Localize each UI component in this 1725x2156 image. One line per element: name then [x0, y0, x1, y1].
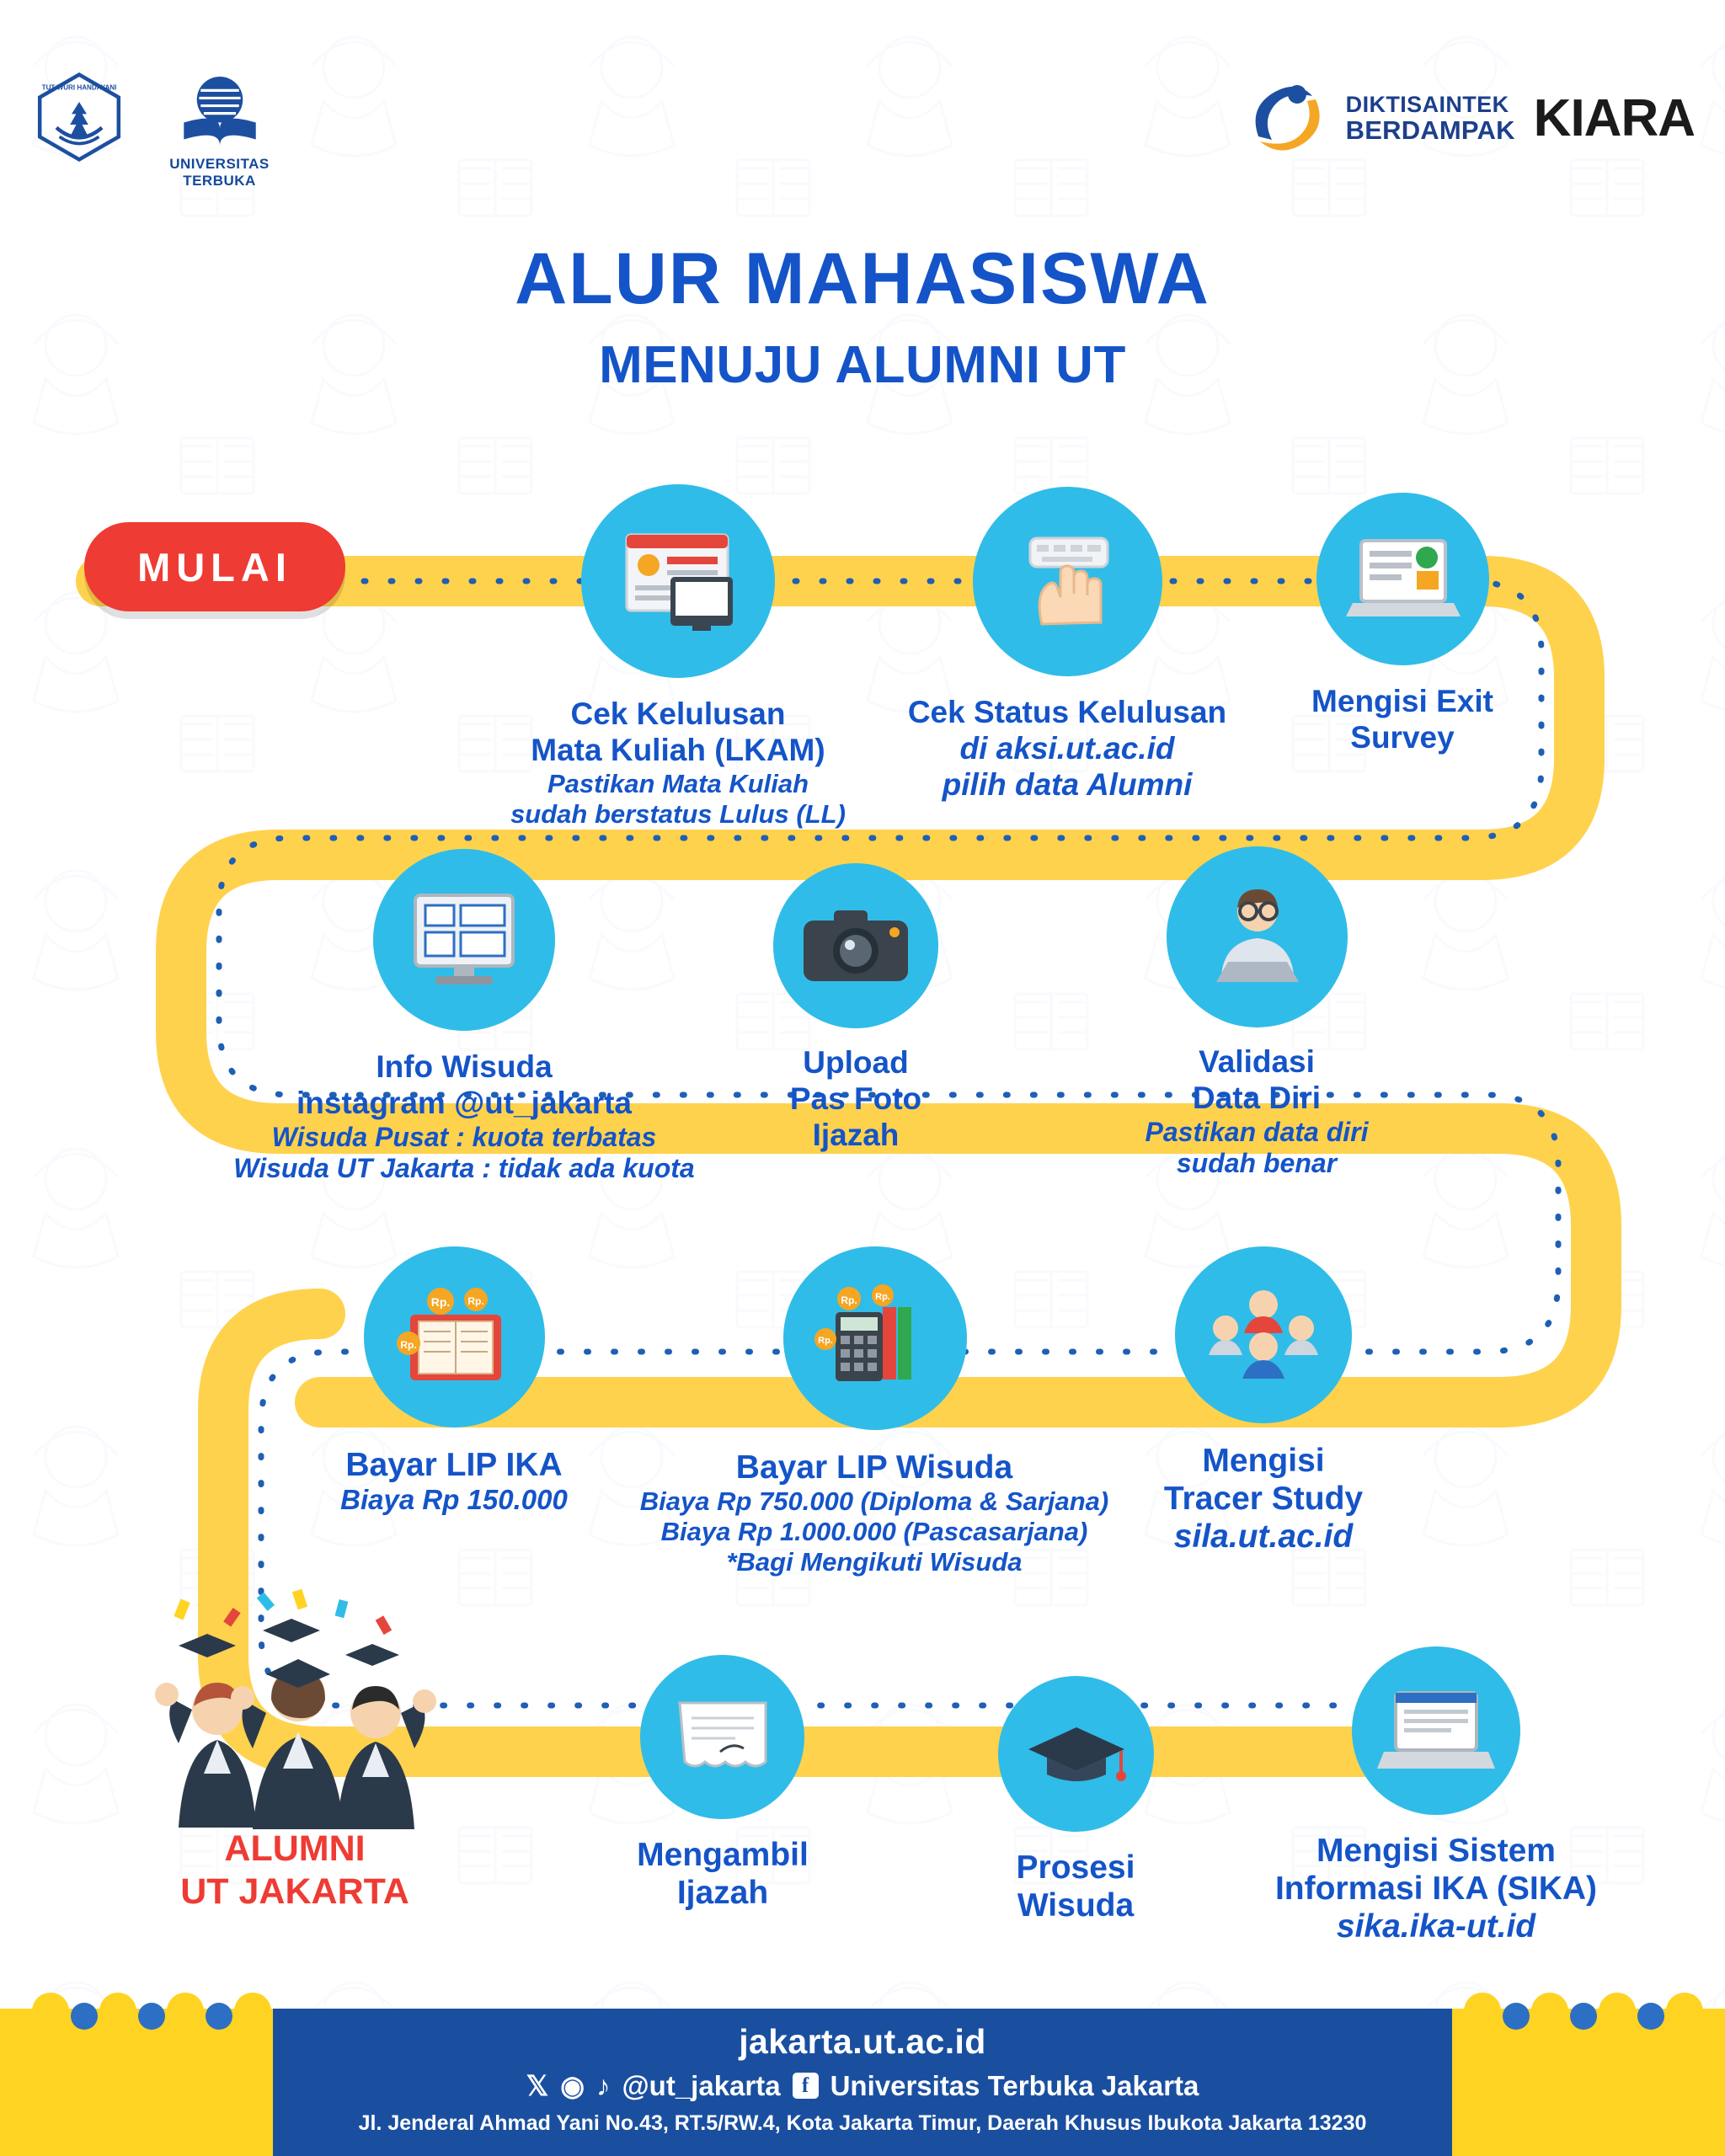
- step-icon-circle: [1316, 493, 1489, 665]
- step-caption: [480, 696, 876, 830]
- graduates-celebrating-illustration: [126, 1583, 463, 1840]
- footer: [0, 1983, 1725, 2156]
- person-laptop-icon: [1194, 883, 1321, 992]
- certificate-icon: [668, 1693, 777, 1782]
- step-icon-circle: [581, 484, 775, 678]
- step-icon-circle: [1352, 1646, 1520, 1815]
- step-cek-kelulusan-lkam[interactable]: [510, 484, 876, 830]
- graduation-cap-icon: [1022, 1712, 1131, 1796]
- step-title-line: Cek Kelulusan: [570, 696, 786, 731]
- diktisaintek-line1: DIKTISAINTEK: [1345, 92, 1509, 118]
- step-title-line: Cek Status Kelulusan: [907, 695, 1227, 729]
- step-mengambil-ijazah[interactable]: [637, 1655, 883, 1912]
- footer-facebook-page: Universitas Terbuka Jakarta: [830, 2069, 1199, 2101]
- calculator-icon: [812, 1283, 938, 1393]
- step-sub-line: Wisuda UT Jakarta : tidak ada kuota: [233, 1152, 695, 1183]
- step-caption: [873, 695, 1261, 803]
- step-sub-line: Pastikan Mata Kuliah: [547, 768, 809, 798]
- step-caption: [932, 1849, 1219, 1924]
- step-title-line: Bayar LIP Wisuda: [735, 1449, 1013, 1486]
- step-title-line: Mata Kuliah (LKAM): [531, 732, 825, 767]
- step-mengisi-sistem-informasi-ika[interactable]: [1274, 1646, 1672, 1946]
- step-title-line: Upload: [803, 1045, 909, 1080]
- step-bayar-lip-ika[interactable]: [340, 1246, 635, 1517]
- footer-website[interactable]: jakarta.ut.ac.id: [739, 2022, 986, 2061]
- laptop-sika-icon: [1377, 1684, 1495, 1777]
- facebook-icon[interactable]: f: [793, 2073, 819, 2099]
- step-title-line: Mengambil: [637, 1837, 809, 1873]
- step-caption: [563, 1836, 883, 1912]
- step-sub-line: Biaya Rp 150.000: [340, 1484, 568, 1516]
- step-title-line: Info Wisuda: [376, 1049, 553, 1084]
- footer-address: Jl. Jenderal Ahmad Yani No.43, RT.5/RW.4, Kota Jakarta Timur, Daerah Khusus Ibukota Jakarta 13230: [358, 2111, 1367, 2135]
- step-caption: [1200, 1832, 1672, 1946]
- step-icon-circle: [1167, 846, 1348, 1027]
- step-icon-circle: [973, 487, 1162, 676]
- step-validasi-data-diri[interactable]: [1145, 846, 1438, 1179]
- step-title-line: Data Diri: [1192, 1080, 1322, 1115]
- svg-text:TUT WURI HANDAYANI: TUT WURI HANDAYANI: [41, 83, 117, 92]
- step-title-line: Validasi: [1199, 1044, 1315, 1079]
- step-sub-line: Biaya Rp 750.000 (Diploma & Sarjana): [639, 1486, 1109, 1517]
- typing-hands-keyboard-icon: [1005, 531, 1131, 632]
- step-title-line: Mengisi Sistem: [1316, 1833, 1556, 1869]
- step-title-line: Bayar LIP IKA: [345, 1447, 563, 1483]
- footer-contact-block: [273, 2009, 1452, 2156]
- step-icon-circle: [364, 1246, 545, 1428]
- step-italic-line: sika.ika-ut.id: [1336, 1908, 1536, 1945]
- tiktok-icon[interactable]: ♪: [596, 2069, 611, 2101]
- ut-logo-caption: UNIVERSITAS TERBUKA: [169, 156, 270, 189]
- step-icon-circle: [373, 849, 555, 1031]
- svg-text:Rp.: Rp.: [875, 1292, 890, 1302]
- step-caption: [1076, 1044, 1438, 1179]
- step-icon-circle: [1175, 1246, 1352, 1423]
- step-caption: [195, 1049, 734, 1184]
- page-title: ALUR MAHASISWA: [515, 238, 1210, 319]
- step-title-line: Wisuda: [1017, 1887, 1135, 1924]
- step-caption: [1234, 684, 1571, 756]
- svg-text:Rp.: Rp.: [467, 1294, 484, 1307]
- step-icon-circle: [998, 1676, 1154, 1832]
- step-title-line: Survey: [1350, 719, 1455, 755]
- svg-text:Rp.: Rp.: [399, 1338, 417, 1351]
- svg-text:Rp.: Rp.: [818, 1336, 833, 1346]
- instagram-icon[interactable]: ◉: [560, 2070, 585, 2101]
- step-title-line: Mengisi: [1202, 1443, 1325, 1479]
- step-italic-line: sila.ut.ac.id: [1173, 1518, 1354, 1556]
- footer-social-handle: @ut_jakarta: [622, 2069, 781, 2101]
- kiara-logo: KIARA: [1533, 89, 1695, 147]
- start-badge: MULAI: [84, 522, 345, 611]
- step-sub-line: Pastikan data diri: [1145, 1116, 1369, 1147]
- web-page-monitor-icon: [615, 526, 741, 636]
- step-italic-line: pilih data Alumni: [942, 766, 1193, 802]
- step-caption: [605, 1449, 1144, 1577]
- step-caption: [273, 1446, 635, 1517]
- step-title-line: Ijazah: [676, 1875, 769, 1912]
- step-caption: [717, 1045, 995, 1154]
- svg-text:Rp.: Rp.: [841, 1294, 857, 1306]
- desktop-monitor-icon: [405, 887, 523, 993]
- step-mengisi-tracer-study[interactable]: [1163, 1246, 1440, 1556]
- alumni-label-line: ALUMNI: [224, 1828, 366, 1869]
- step-italic-line: di aksi.ut.ac.id: [959, 730, 1175, 766]
- step-prosesi-wisuda[interactable]: [998, 1676, 1219, 1924]
- step-caption: [1087, 1442, 1440, 1556]
- step-title-line: Informasi IKA (SIKA): [1274, 1870, 1598, 1908]
- step-title-line: Pas Foto: [789, 1081, 922, 1116]
- step-title-line: Ijazah: [812, 1117, 900, 1152]
- laptop-survey-icon: [1344, 532, 1462, 627]
- step-sub-line: *Bagi Mengikuti Wisuda: [726, 1547, 1023, 1577]
- page-subtitle: MENUJU ALUMNI UT: [599, 336, 1126, 394]
- step-title-line: instagram @ut_jakarta: [296, 1085, 632, 1120]
- svg-text:Rp.: Rp.: [430, 1294, 450, 1309]
- payment-book-icon: [392, 1283, 518, 1392]
- step-icon-circle: [640, 1655, 804, 1819]
- step-sub-line: Wisuda Pusat : kuota terbatas: [271, 1121, 657, 1152]
- step-title-line: Mengisi Exit: [1311, 684, 1493, 718]
- step-icon-circle: [773, 863, 938, 1028]
- x-twitter-icon[interactable]: 𝕏: [526, 2070, 549, 2101]
- people-group-icon: [1200, 1284, 1327, 1385]
- step-sub-line: Biaya Rp 1.000.000 (Pascasarjana): [660, 1517, 1088, 1547]
- step-cek-status-kelulusan[interactable]: [907, 487, 1261, 803]
- step-sub-line: sudah benar: [1176, 1147, 1338, 1178]
- step-title-line: Prosesi: [1016, 1849, 1135, 1886]
- diktisaintek-line2: BERDAMPAK: [1345, 115, 1515, 145]
- step-mengisi-exit-survey[interactable]: [1311, 493, 1571, 756]
- step-info-wisuda[interactable]: [233, 849, 734, 1184]
- step-title-line: Tracer Study: [1163, 1481, 1364, 1518]
- alumni-label: [118, 1828, 472, 1913]
- camera-icon: [797, 902, 915, 990]
- alumni-label-line: UT JAKARTA: [180, 1870, 409, 1912]
- footer-social-row: [273, 2069, 1452, 2102]
- step-sub-line: sudah berstatus Lulus (LL): [510, 798, 846, 829]
- step-icon-circle: [783, 1246, 967, 1430]
- step-upload-pas-foto-ijazah[interactable]: [773, 863, 995, 1154]
